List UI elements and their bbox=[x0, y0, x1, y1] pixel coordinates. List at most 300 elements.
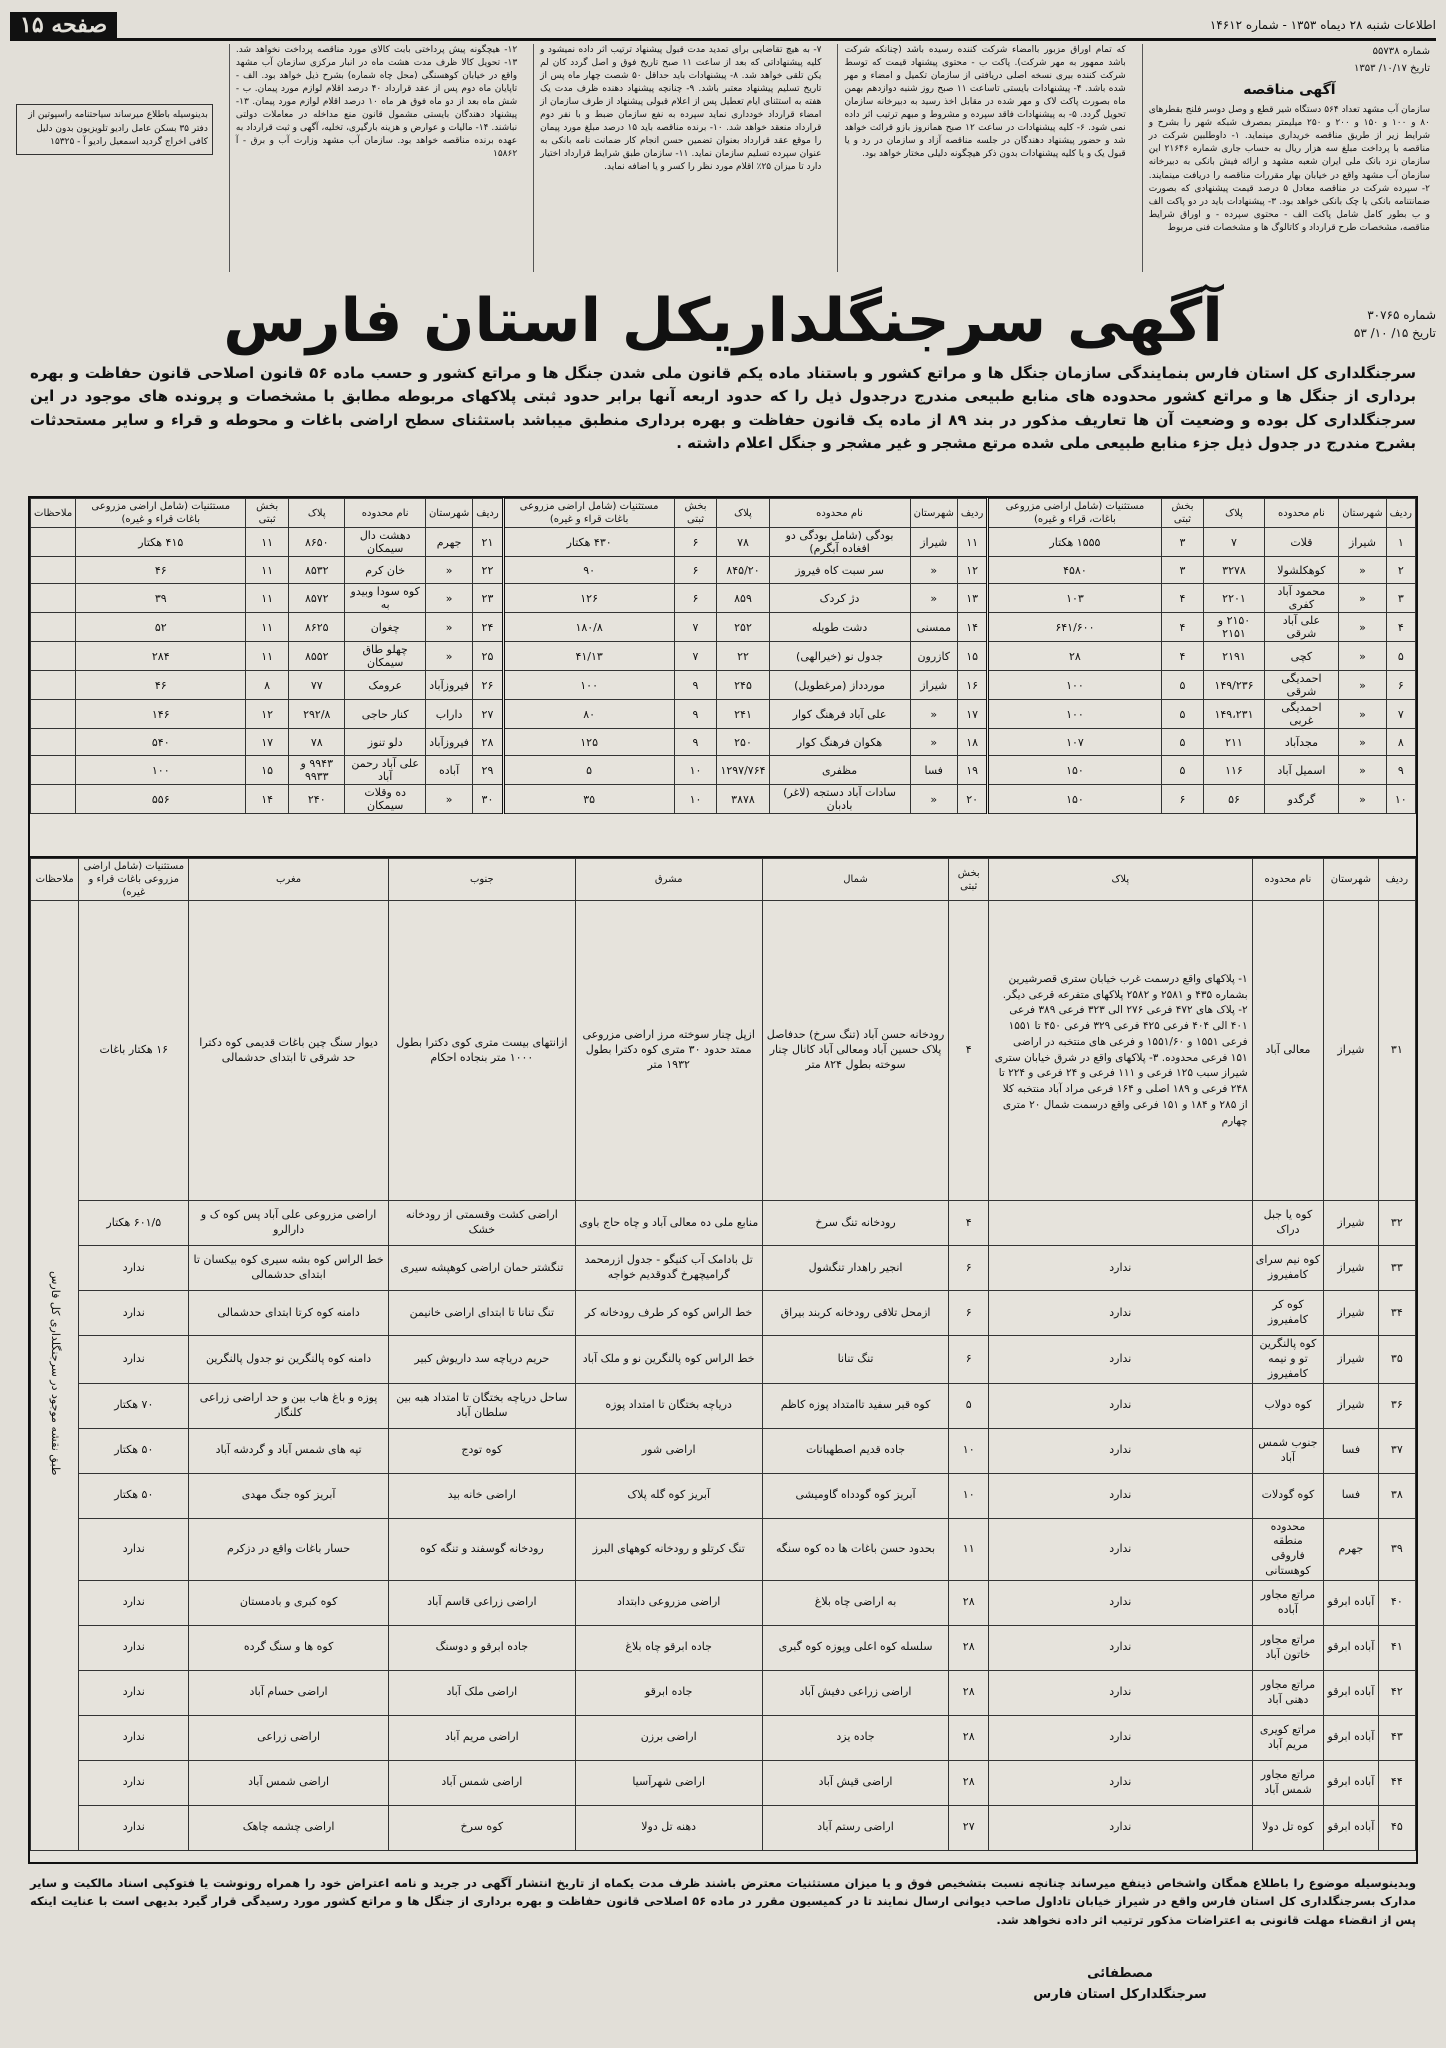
table-cell: عرومک bbox=[345, 671, 425, 700]
top-ad-col1 bbox=[1142, 44, 1436, 272]
table-cell-exceptions: ۱۶ هکتار باغات bbox=[79, 901, 189, 1201]
table-cell: ۲۲ bbox=[717, 642, 769, 671]
table-cell: ۴۶ bbox=[76, 671, 246, 700]
table-cell-plaque: ندارد bbox=[988, 1580, 1252, 1625]
table-cell-section: ۱۰ bbox=[949, 1473, 989, 1518]
table-cell: « bbox=[910, 729, 957, 756]
table-cell-south: جاده ابرقو و دوسنگ bbox=[388, 1625, 575, 1670]
table-cell-east: خط الراس کوه پالنگرین نو و ملک آباد bbox=[575, 1336, 762, 1384]
table-cell: ۱۳ bbox=[957, 584, 987, 613]
table-cell bbox=[31, 671, 76, 700]
table-cell: « bbox=[425, 584, 472, 613]
table-cell: ۳۲۷۸ bbox=[1204, 557, 1264, 584]
table-row bbox=[31, 1428, 1416, 1473]
t1-header-cell: نام محدوده bbox=[769, 499, 910, 528]
footer-text: وبدینوسیله موضوع را باطلاع همگان واشخاص ذینفع میرساند چنانچه نسبت بتشخیص فوق و یا میزان مستثنیات معترض باشند ظرف مدت یکماه از تاریخ انتشار آگهی در جرید و نامه اعتراض خود را همراه رونوشت یا فتوکپی اسناد مالکیت و سایر مدارک بسرجنگلداری کل استان فارس واقع در شیراز خیابان تاداول صاحب دیوانی ارسال نمایند تا در کمیسیون مقرر در ماده ۵۶ اصلاحی قانون حفاظت و بهره برداری از جنگل ها و مراتع کشور مورد رسیدگی قرار گیرد بدیهی است با عنایت اینکه پس از انقضاء مهلت قانونی به اعتراضات مذکور ترتیب اثر داده نخواهد شد. bbox=[30, 1876, 1417, 1927]
table-cell: ۲۷ bbox=[473, 700, 503, 729]
table-cell: ۴ bbox=[1161, 584, 1204, 613]
table-row bbox=[31, 1246, 1416, 1291]
table-cell-east: اراضی شور bbox=[575, 1428, 762, 1473]
table-cell-name: کوه نیم سرای کامفیروز bbox=[1252, 1246, 1324, 1291]
table-cell-exceptions: ندارد bbox=[79, 1760, 189, 1805]
table-cell bbox=[31, 785, 76, 814]
table-cell-city: شیراز bbox=[1324, 1383, 1378, 1428]
table-cell: « bbox=[910, 700, 957, 729]
table-row bbox=[31, 557, 1416, 584]
table-cell-west: تپه های شمس آباد و گردشه آباد bbox=[189, 1428, 389, 1473]
table-cell-north: اراضی زراعی دفیش آباد bbox=[762, 1670, 949, 1715]
table-cell-section: ۲۸ bbox=[949, 1625, 989, 1670]
table-cell: علی آباد رحمن آباد bbox=[345, 756, 425, 785]
table-cell-plaque: ندارد bbox=[988, 1428, 1252, 1473]
t1-header-cell: پلاک bbox=[717, 499, 769, 528]
table-cell: ۷ bbox=[674, 613, 717, 642]
table-cell: سر سبت کاه فیروز bbox=[769, 557, 910, 584]
table-cell-section: ۱۰ bbox=[949, 1428, 989, 1473]
table-cell: ۵ bbox=[1161, 756, 1204, 785]
table-cell: ۷ bbox=[1386, 700, 1415, 729]
table-cell-east: آبریز کوه گله پلاک bbox=[575, 1473, 762, 1518]
table-cell-north: رودخانه حسن آباد (تنگ سرخ) حدفاصل پلاک حسین آباد ومعالی آباد کانال چنار سوخته بطول ۸۲۴ متر bbox=[762, 901, 949, 1201]
tender-text-1: سازمان آب مشهد تعداد ۵۶۴ دستگاه شیر قطع و وصل دوسر فلنج بقطرهای ۸۰ و ۱۰۰ و ۱۵۰ و ۲۰۰ و ۲۵۰ میلیمتر بمصرف شبکه شهر را بشرح و شرایط زیر از طریق مناقصه خریداری مینماید. ۱- داوطلبین شرکت در مناقصه با پرداخت مبلغ سه هزار ریال به حساب جاری شماره ۲۱۶۴۶ این سازمان نزد بانک ملی ایران شعبه مشهد و ارائه فیش بانکی به دبیرخانه سازمان آب مشهد واقع در خیابان بهار مقررات مناقصه را دریافت مینمایند. ۲- سپرده شرکت در مناقصه معادل ۵ درصد قیمت پیشنهادی که بصورت ضمانتنامه بانکی یا چک بانکی خواهد بود. ۳- پیشنهادات باید در دو پاکت الف و ب بطور کامل شامل پاکت الف - محتوی سپرده - و اوراق شرایط مناقصه، مشخصات طرح قرارداد و کاتالوگ ها و مشخصات فنی مربوط bbox=[1148, 105, 1430, 233]
table-cell: ۴ bbox=[1161, 642, 1204, 671]
table-cell: ۱۰۰ bbox=[76, 756, 246, 785]
table-cell-exceptions: ندارد bbox=[79, 1625, 189, 1670]
table-cell: ۹ bbox=[674, 729, 717, 756]
table-cell-south: اراضی کشت وقسمتی از رودخانه خشک bbox=[388, 1201, 575, 1246]
table-cell-west: اراضی مزروعی علی آباد پس کوه ک و دارالرو bbox=[189, 1201, 389, 1246]
table-cell: هکوان فرهنگ کوار bbox=[769, 729, 910, 756]
table-cell: ۱۲۵ bbox=[503, 729, 674, 756]
table-cell: ۲۱۱ bbox=[1204, 729, 1264, 756]
t1-header-cell: بخش ثبتی bbox=[674, 499, 717, 528]
table-cell: ۲۲ bbox=[473, 557, 503, 584]
table-cell-west: آبریز کوه جنگ مهدی bbox=[189, 1473, 389, 1518]
table-cell: « bbox=[1339, 584, 1386, 613]
table-cell: ۲۰ bbox=[957, 785, 987, 814]
table-cell-south: اراضی خانه بید bbox=[388, 1473, 575, 1518]
table-cell: جهرم bbox=[425, 528, 472, 557]
table-cell bbox=[31, 557, 76, 584]
table-cell-east: دهنه تل دولا bbox=[575, 1805, 762, 1850]
table-cell-exceptions: ندارد bbox=[79, 1715, 189, 1760]
table-cell: ۵ bbox=[1161, 729, 1204, 756]
table-row bbox=[31, 1473, 1416, 1518]
t2-h-plaque: پلاک bbox=[988, 859, 1252, 901]
table-cell-name: کوه پالنگرین تو و نیمه کامفیروز bbox=[1252, 1336, 1324, 1384]
table-cell: ۳۵ bbox=[503, 785, 674, 814]
table-cell: ۲۲۰۱ bbox=[1204, 584, 1264, 613]
table-cell-west: اراضی چشمه چاهک bbox=[189, 1805, 389, 1850]
table-cell: ۳ bbox=[1161, 528, 1204, 557]
table-cell: ۹ bbox=[674, 671, 717, 700]
table-row bbox=[31, 1580, 1416, 1625]
table-cell: ۲۳ bbox=[473, 584, 503, 613]
table-cell-exceptions: ندارد bbox=[79, 1805, 189, 1850]
tender-text-3: ۷- به هیچ تقاضایی برای تمدید مدت قبول پیشنهاد ترتیب اثر داده نمیشود و کلیه پیشنهاداتی که بعد از ساعت ۱۱ صبح تاریخ فوق و اصل گردد کان لم یکن تلقی خواهد شد. ۸- پیشنهادات باید حداقل ۵۰ شصت چهار ماه پس از تاریخ تسلیم پیشنهاد معتبر باشد. ۹- چنانچه پیشنهاد دهنده ظرف مدت یک هفته به استثنای ایام تعطیل پس از اعلام قبولی پیشنهاد از طرف سازمان از امضاء قرارداد خودداری نماید سپرده به نفع سازمان ضبط و با نفر دوم قرارداد منعقد خواهد شد. ۱۰- برنده مناقصه باید ۱۵ درصد مبلغ مورد پیمان را موقع عقد قرارداد بعنوان تضمین حسن انجام کار ضمانت نامه بانکی به عنوان سپرده تسلیم سازمان نماید. ۱۱- سازمان طبق شرایط قرارداد اختیار دارد تا میزان ۲۵٪ اقلام مورد نظر را کسر و یا اضافه نماید. bbox=[540, 45, 822, 173]
tender-date: تاریخ ۱۰/۱۷/ ۱۳۵۳ bbox=[1354, 63, 1430, 74]
table-cell-west: دامنه کوه کرتا ابتدای حدشمالی bbox=[189, 1291, 389, 1336]
table-cell-north: به اراضی چاه بلاغ bbox=[762, 1580, 949, 1625]
table-cell: ۶ bbox=[1386, 671, 1415, 700]
table-cell-row: ۳۳ bbox=[1378, 1246, 1415, 1291]
table-row bbox=[31, 1201, 1416, 1246]
table-cell-east: اراضی برزن bbox=[575, 1715, 762, 1760]
table-cell: فیروزآباد bbox=[425, 729, 472, 756]
table-2-body bbox=[31, 901, 1416, 1851]
top-ad-col3 bbox=[533, 44, 827, 272]
table-cell: « bbox=[910, 785, 957, 814]
table-cell: فیروزآباد bbox=[425, 671, 472, 700]
table-cell-plaque: ندارد bbox=[988, 1336, 1252, 1384]
table-2-header-row bbox=[31, 859, 1416, 901]
table-cell: احمدیگی غربی bbox=[1264, 700, 1339, 729]
table-cell: چهلو طاق سیمکان bbox=[345, 642, 425, 671]
table-cell-name: کوه کر کامفیروز bbox=[1252, 1291, 1324, 1336]
table-cell-exceptions: ۵۰ هکتار bbox=[79, 1428, 189, 1473]
table-cell: ۱۶ bbox=[957, 671, 987, 700]
table-cell: ۸۶۵۰ bbox=[289, 528, 345, 557]
table-cell-east: دریاچه بختگان تا امتداد پوزه bbox=[575, 1383, 762, 1428]
table-cell: ۱۰۳ bbox=[988, 584, 1161, 613]
signer-name: مصطفائی bbox=[1087, 1966, 1153, 1981]
table-cell-section: ۲۷ bbox=[949, 1805, 989, 1850]
table-1-body bbox=[31, 528, 1416, 814]
table-cell-south: اراضی مریم آباد bbox=[388, 1715, 575, 1760]
table-cell: ۷۷ bbox=[289, 671, 345, 700]
table-cell: ۲ bbox=[1386, 557, 1415, 584]
table-cell-east: تنگ کرتلو و رودخانه کوههای البرز bbox=[575, 1518, 762, 1580]
table-cell: ۱۰ bbox=[674, 756, 717, 785]
table-cell: « bbox=[425, 557, 472, 584]
intro-text: سرجنگلداری کل استان فارس بنمایندگی سازمان جنگل ها و مراتع کشور و باستناد ماده یکم قانون ملی شدن جنگل ها و مراتع کشور و حسب ماده ۵۶ قانون اصلاحی قانون حفاظت و بهره برداری از جنگل ها و مراتع کشور محدوده های منابع طبیعی مندرج درجدول ذیل را که حدود اربعه آنها برابر حدود ثبتی پلاکهای مربوطه مطابق با مشخصات و پرونده های موجود در این سرجنگلداری کل بوده و وضعیت آن ها تعاریف مذکور در بند ۸۹ از ماده یک قانون حفاظت و بهره برداری منطبق میباشد باستثنای سطح اراضی باغات و محوطه و قراء و سایر مستحدثات بشرح مندرج در جدول ذیل جزء منابع طبیعی ملی شده مرتع مشجر و غیر مشجر و جنگل اعلام داشته . bbox=[30, 364, 1416, 452]
table-cell: ۱۰۰ bbox=[988, 671, 1161, 700]
t1-header-cell: بخش ثبتی bbox=[1161, 499, 1204, 528]
table-cell: « bbox=[1339, 557, 1386, 584]
table-cell: ۱۸ bbox=[957, 729, 987, 756]
table-cell-north: انجیر راهدار تنگشول bbox=[762, 1246, 949, 1291]
table-cell: مظفری bbox=[769, 756, 910, 785]
t1-header-cell: ردیف bbox=[473, 499, 503, 528]
table-2-grid bbox=[30, 858, 1416, 1851]
table-cell-plaque: ۱- پلاکهای واقع درسمت غرب خیابان ستری قصرشیرین بشماره ۴۳۵ و ۲۵۸۱ و ۲۵۸۲ پلاکهای متفرعه قرعی دیگر. ۲- پلاک های ۴۷۲ فرعی ۲۷۶ الی ۳۲۳ فرعی ۳۸۹ فرعی ۴۰۱ الی ۴۰۴ فرعی ۴۲۵ فرعی ۳۲۹ فرعی ۴۵۰ تا ۱۵۵۱ فرعی ۱۵۵۱ و ۱۵۵۱/۶۰ و فرعی های منتخبه در اراضی ۱۵۱ فرعی محدوده. ۳- پلاکهای واقع در شرق خیابان ستری شیراز سبب ۱۲۵ فرعی و ۱۱۱ فرعی و ۲۴ فرعی و ۲۲۴ تا ۲۴۸ فرعی و ۱۸۹ اصلی و ۱۶۴ فرعی مراد آباد منتخبه کلا از ۲۸۵ و ۱۸۴ و ۱۵۱ فرعی واقع درسمت شمال ۲۰ متری چهارم bbox=[988, 901, 1252, 1201]
signature-block bbox=[1010, 1964, 1230, 2006]
table-cell: ۷۸ bbox=[717, 528, 769, 557]
table-cell-section: ۶ bbox=[949, 1336, 989, 1384]
table-cell: فسا bbox=[910, 756, 957, 785]
table-cell-city: فسا bbox=[1324, 1428, 1378, 1473]
table-row bbox=[31, 729, 1416, 756]
table-cell-east: منابع ملی ده معالی آباد و چاه حاج باوی bbox=[575, 1201, 762, 1246]
table-cell: ۱۴ bbox=[957, 613, 987, 642]
table-cell-south: تنگ تنانا تا ابتدای اراضی خانیمن bbox=[388, 1291, 575, 1336]
table-cell: ۱۱ bbox=[957, 528, 987, 557]
t2-h-east: مشرق bbox=[575, 859, 762, 901]
signer-title: سرجنگلدارکل استان فارس bbox=[1033, 1986, 1207, 2002]
table-cell-plaque: ندارد bbox=[988, 1670, 1252, 1715]
table-row bbox=[31, 1715, 1416, 1760]
table-cell: ۱۷ bbox=[246, 729, 289, 756]
table-cell-north: جاده قدیم اصطهبانات bbox=[762, 1428, 949, 1473]
table-row bbox=[31, 528, 1416, 557]
table-cell: ۵ bbox=[1161, 700, 1204, 729]
table-cell: ۷ bbox=[674, 642, 717, 671]
table-cell-city: فسا bbox=[1324, 1473, 1378, 1518]
table-cell: ۴ bbox=[1386, 613, 1415, 642]
table-cell-east: تل بادامک آب کنیگو - جدول ازرمحمد گرامیچهرخ گدوقدیم خواجه bbox=[575, 1246, 762, 1291]
table-row bbox=[31, 1625, 1416, 1670]
t1-header-cell: نام محدوده bbox=[345, 499, 425, 528]
table-cell: ۱۱ bbox=[246, 584, 289, 613]
table-cell: ۱۱۶ bbox=[1204, 756, 1264, 785]
main-ad-title: آگهی سرجنگلداریکل استان فارس bbox=[223, 286, 1223, 356]
table-cell: ۱۰۰ bbox=[988, 700, 1161, 729]
table-cell-north: جاده یزد bbox=[762, 1715, 949, 1760]
table-cell-north: آبریز کوه گودداه گاومیشی bbox=[762, 1473, 949, 1518]
table-2 bbox=[28, 856, 1418, 1864]
table-cell: ۴ bbox=[1161, 613, 1204, 642]
table-row bbox=[31, 785, 1416, 814]
table-cell: محمود آباد کفری bbox=[1264, 584, 1339, 613]
table-cell: ۸۵۹ bbox=[717, 584, 769, 613]
table-cell: آباده bbox=[425, 756, 472, 785]
table-cell: ۷ bbox=[1204, 528, 1264, 557]
table-cell: بودگی (شامل بودگی دو افغاده آبگرم) bbox=[769, 528, 910, 557]
t1-header-cell: ردیف bbox=[957, 499, 987, 528]
t2-h-city: شهرستان bbox=[1324, 859, 1378, 901]
top-ad-col5 bbox=[10, 44, 219, 272]
table-cell: ۲۸ bbox=[473, 729, 503, 756]
table-cell-west: دامنه کوه پالنگرین نو جدول پالنگرین bbox=[189, 1336, 389, 1384]
table-cell: ۱۱ bbox=[246, 642, 289, 671]
table-cell-row: ۳۸ bbox=[1378, 1473, 1415, 1518]
top-ad-col2 bbox=[837, 44, 1131, 272]
table-cell-west: اراضی شمس آباد bbox=[189, 1760, 389, 1805]
t1-header-cell: مستثنیات (شامل اراضی مزروعی باغات، قراء و غیره) bbox=[988, 499, 1161, 528]
table-cell: « bbox=[1339, 700, 1386, 729]
table-cell: شیراز bbox=[1339, 528, 1386, 557]
t2-h-west: مغرب bbox=[189, 859, 389, 901]
table-cell: ۱۷ bbox=[957, 700, 987, 729]
table-cell-south: اراضی ملک آباد bbox=[388, 1670, 575, 1715]
table-cell-city: آباده ابرقو bbox=[1324, 1760, 1378, 1805]
table-cell-row: ۳۵ bbox=[1378, 1336, 1415, 1384]
table-cell: ۳۸۷۸ bbox=[717, 785, 769, 814]
table-cell: چغوان bbox=[345, 613, 425, 642]
table-cell-plaque: ندارد bbox=[988, 1473, 1252, 1518]
t1-header-cell: شهرستان bbox=[425, 499, 472, 528]
table-cell-south: کوه سرخ bbox=[388, 1805, 575, 1850]
table-cell-name: جنوب شمس آباد bbox=[1252, 1428, 1324, 1473]
top-ad-col4 bbox=[229, 44, 523, 272]
table-cell-city: آباده ابرقو bbox=[1324, 1805, 1378, 1850]
table-cell bbox=[31, 642, 76, 671]
t1-header-cell: ملاحظات bbox=[31, 499, 76, 528]
table-cell-section: ۲۸ bbox=[949, 1580, 989, 1625]
table-cell: ۲۵ bbox=[473, 642, 503, 671]
small-notice: بدینوسیله باطلاع میرساند سیاحتنامه راسپوتین از دفتر ۳۵ بسکن عامل رادیو تلویزیون بدون دلیل کافی اخراج گردید اسمعیل رادیو آ - ۱۵۳۲۵ bbox=[16, 104, 213, 155]
table-cell bbox=[31, 528, 76, 557]
t1-header-cell: بخش ثبتی bbox=[246, 499, 289, 528]
table-cell: ۴۱۵ هکتار bbox=[76, 528, 246, 557]
table-cell-city: شیراز bbox=[1324, 901, 1378, 1201]
table-cell-exceptions: ندارد bbox=[79, 1336, 189, 1384]
table-cell: ۱۰ bbox=[674, 785, 717, 814]
table-cell: ۱۴۹،۲۳۱ bbox=[1204, 700, 1264, 729]
table-cell-exceptions: ۶۰۱/۵ هکتار bbox=[79, 1201, 189, 1246]
table-cell-west: اراضی حسام آباد bbox=[189, 1670, 389, 1715]
table-cell-city: جهرم bbox=[1324, 1518, 1378, 1580]
table-row bbox=[31, 1383, 1416, 1428]
table-cell-name: محدوده منطقه فاروقی کوهستانی bbox=[1252, 1518, 1324, 1580]
notes-cell bbox=[31, 901, 79, 1851]
table-cell-row: ۴۵ bbox=[1378, 1805, 1415, 1850]
t1-header-cell: ردیف bbox=[1386, 499, 1415, 528]
table-cell: « bbox=[1339, 671, 1386, 700]
table-cell: ۵۴۰ bbox=[76, 729, 246, 756]
table-cell-exceptions: ندارد bbox=[79, 1246, 189, 1291]
table-cell: ۸۵۷۲ bbox=[289, 584, 345, 613]
table-cell bbox=[31, 729, 76, 756]
page-number: ۱۵ bbox=[20, 12, 44, 38]
table-cell: ۶ bbox=[674, 584, 717, 613]
table-cell-south: حریم دریاچه سد داریوش کبیر bbox=[388, 1336, 575, 1384]
table-cell: ۲۴۱ bbox=[717, 700, 769, 729]
table-cell-exceptions: ۵۰ هکتار bbox=[79, 1473, 189, 1518]
table-cell-north: رودخانه تنگ سرخ bbox=[762, 1201, 949, 1246]
table-cell bbox=[31, 756, 76, 785]
table-cell: ۷۸ bbox=[289, 729, 345, 756]
table-cell: ۱۹ bbox=[957, 756, 987, 785]
table-cell: ۳۰ bbox=[473, 785, 503, 814]
table-cell-north: تنگ تنانا bbox=[762, 1336, 949, 1384]
table-cell-plaque: ندارد bbox=[988, 1518, 1252, 1580]
table-cell: ۱۵۵۵ هکتار bbox=[988, 528, 1161, 557]
table-cell: ۲۱ bbox=[473, 528, 503, 557]
tender-text-2: که تمام اوراق مزبور باامضاء شرکت کننده رسیده باشد (چنانکه شرکت باشد ممهور به مهر شرکت). پاکت ب - محتوی پیشنهاد قیمت که توسط شرکت کننده بیری نسخه اصلی دریافتی از سازمان تکمیل و امضاء و مهر شده باشد. ۴- پیشنهادات بایستی تاساعت ۱۱ صبح روز شنبه دوازدهم بهمن ماه بصورت پاکت لاک و مهر شده در مقابل اخذ رسید به دبیرخانه سازمان تحویل گردد. ۵- به پیشنهادات فاقد سپرده و مشروط و مبهم ترتیب اثر داده نمی شود. ۶- کلیه پیشنهادات در ساعت ۱۲ صبح همانروز بازو قرائت خواهد شد و حضور پیشنهاد دهندگان در جلسه مناقصه آزاد و سازمان در رد و یا قبول یک و یا کلیه پیشنهادات بدون ذکر هیچگونه دلیلی مختار خواهد بود. bbox=[844, 45, 1126, 160]
table-cell: ۱۵۰ bbox=[988, 756, 1161, 785]
t2-h-section: بخش ثبتی bbox=[949, 859, 989, 901]
table-cell: ۵۶ bbox=[1204, 785, 1264, 814]
table-cell: شیراز bbox=[910, 671, 957, 700]
table-cell: اسمیل آباد bbox=[1264, 756, 1339, 785]
table-cell: « bbox=[1339, 613, 1386, 642]
table-cell-row: ۴۱ bbox=[1378, 1625, 1415, 1670]
table-cell: شیراز bbox=[910, 528, 957, 557]
table-cell: علی آباد فرهنگ کوار bbox=[769, 700, 910, 729]
table-cell-row: ۳۷ bbox=[1378, 1428, 1415, 1473]
table-cell: ۴۳۰ هکتار bbox=[503, 528, 674, 557]
table-cell: ۱۲ bbox=[246, 700, 289, 729]
ref-number: شماره ۳۰۷۶۵ bbox=[1367, 308, 1436, 322]
table-row bbox=[31, 1670, 1416, 1715]
table-cell: ۲۴۰ bbox=[289, 785, 345, 814]
table-cell-south: ساحل دریاچه بختگان تا امتداد هبه بین سلطان آباد bbox=[388, 1383, 575, 1428]
table-cell: ۱۰۷ bbox=[988, 729, 1161, 756]
table-cell-exceptions: ۷۰ هکتار bbox=[79, 1383, 189, 1428]
table-cell-row: ۳۲ bbox=[1378, 1201, 1415, 1246]
table-cell: ۲۱۹۱ bbox=[1204, 642, 1264, 671]
table-cell-south: ازانتهای بیست متری کوی دکترا بطول ۱۰۰۰ متر بنجاده احکام bbox=[388, 901, 575, 1201]
table-cell: ۶ bbox=[1161, 785, 1204, 814]
table-cell-row: ۴۴ bbox=[1378, 1760, 1415, 1805]
table-cell: ۸ bbox=[1386, 729, 1415, 756]
table-cell: ۱۲۶ bbox=[503, 584, 674, 613]
table-cell-row: ۳۱ bbox=[1378, 901, 1415, 1201]
table-cell-row: ۴۰ bbox=[1378, 1580, 1415, 1625]
table-cell: سادات آباد دستجه (لاغر) بادبان bbox=[769, 785, 910, 814]
t1-header-cell: شهرستان bbox=[1339, 499, 1386, 528]
table-cell bbox=[31, 584, 76, 613]
table-cell: ۸۶۲۵ bbox=[289, 613, 345, 642]
table-cell: ۵۲ bbox=[76, 613, 246, 642]
page-number-badge bbox=[10, 12, 117, 38]
table-cell-row: ۳۹ bbox=[1378, 1518, 1415, 1580]
table-cell-section: ۲۸ bbox=[949, 1760, 989, 1805]
table-cell: دهشت دال سیمکان bbox=[345, 528, 425, 557]
tender-number: شماره ۵۵۷۳۸ bbox=[1372, 46, 1430, 57]
table-cell: ۲۶ bbox=[473, 671, 503, 700]
table-cell: ۹۹۴۳ و ۹۹۳۳ bbox=[289, 756, 345, 785]
table-cell-exceptions: ندارد bbox=[79, 1670, 189, 1715]
table-cell: ۲۸ bbox=[988, 642, 1161, 671]
table-cell-city: آباده ابرقو bbox=[1324, 1670, 1378, 1715]
table-cell-name: کوه گودلات bbox=[1252, 1473, 1324, 1518]
table-cell: ۱ bbox=[1386, 528, 1415, 557]
table-cell: « bbox=[1339, 729, 1386, 756]
table-cell: ۳ bbox=[1161, 557, 1204, 584]
t1-header-cell: شهرستان bbox=[910, 499, 957, 528]
table-cell-west: کوه ها و سنگ گرده bbox=[189, 1625, 389, 1670]
table-row bbox=[31, 700, 1416, 729]
table-row bbox=[31, 642, 1416, 671]
table-cell-name: کوه دولاب bbox=[1252, 1383, 1324, 1428]
table-cell: « bbox=[425, 642, 472, 671]
table-cell: ده وقلات سیمکان bbox=[345, 785, 425, 814]
table-cell-east: جاده ابرقو چاه بلاغ bbox=[575, 1625, 762, 1670]
table-cell: ۱۵ bbox=[957, 642, 987, 671]
table-cell-south: کوه تودج bbox=[388, 1428, 575, 1473]
table-cell: « bbox=[425, 785, 472, 814]
t1-header-cell: نام محدوده bbox=[1264, 499, 1339, 528]
table-cell: ۴۵۸۰ bbox=[988, 557, 1161, 584]
table-cell: ۴۱/۱۳ bbox=[503, 642, 674, 671]
table-row bbox=[31, 1760, 1416, 1805]
table-cell: کنار حاجی bbox=[345, 700, 425, 729]
side-note: طبق نقشه موجود در سرجنگلداری کل فارس bbox=[49, 1270, 63, 1476]
table-cell-east: ازپل چنار سوخته مرز اراضی مزروعی ممتد حدود ۳۰ متری کوه دکترا بطول ۱۹۳۲ متر bbox=[575, 901, 762, 1201]
table-1-header-row bbox=[31, 499, 1416, 528]
table-cell-west: اراضی زراعی bbox=[189, 1715, 389, 1760]
table-cell: ۲۱۵۰ و ۲۱۵۱ bbox=[1204, 613, 1264, 642]
table-cell-name: کوه تل دولا bbox=[1252, 1805, 1324, 1850]
t2-h-name: نام محدوده bbox=[1252, 859, 1324, 901]
table-cell-exceptions: ندارد bbox=[79, 1580, 189, 1625]
table-cell-west: خط الراس کوه بشه سیری کوه بیکسان تا ابتدای حدشمالی bbox=[189, 1246, 389, 1291]
table-cell-name: معالی آباد bbox=[1252, 901, 1324, 1201]
table-cell-east: خط الراس کوه کر طرف رودخانه کر bbox=[575, 1291, 762, 1336]
table-cell-name: کوه یا جبل دراک bbox=[1252, 1201, 1324, 1246]
main-ad-intro bbox=[30, 362, 1416, 455]
table-cell: ۸۵۵۲ bbox=[289, 642, 345, 671]
t2-h-exceptions: مستثنیات (شامل اراضی مزروعی باغات قراء و غیره) bbox=[79, 859, 189, 901]
table-1-grid bbox=[30, 498, 1416, 814]
table-row bbox=[31, 756, 1416, 785]
table-cell: کوه سودا وبیدو به bbox=[345, 584, 425, 613]
table-cell: ۵ bbox=[1161, 671, 1204, 700]
ref-date: تاریخ ۱۵/ ۱۰/ ۵۳ bbox=[1353, 326, 1436, 340]
table-cell: ۱۱ bbox=[246, 528, 289, 557]
